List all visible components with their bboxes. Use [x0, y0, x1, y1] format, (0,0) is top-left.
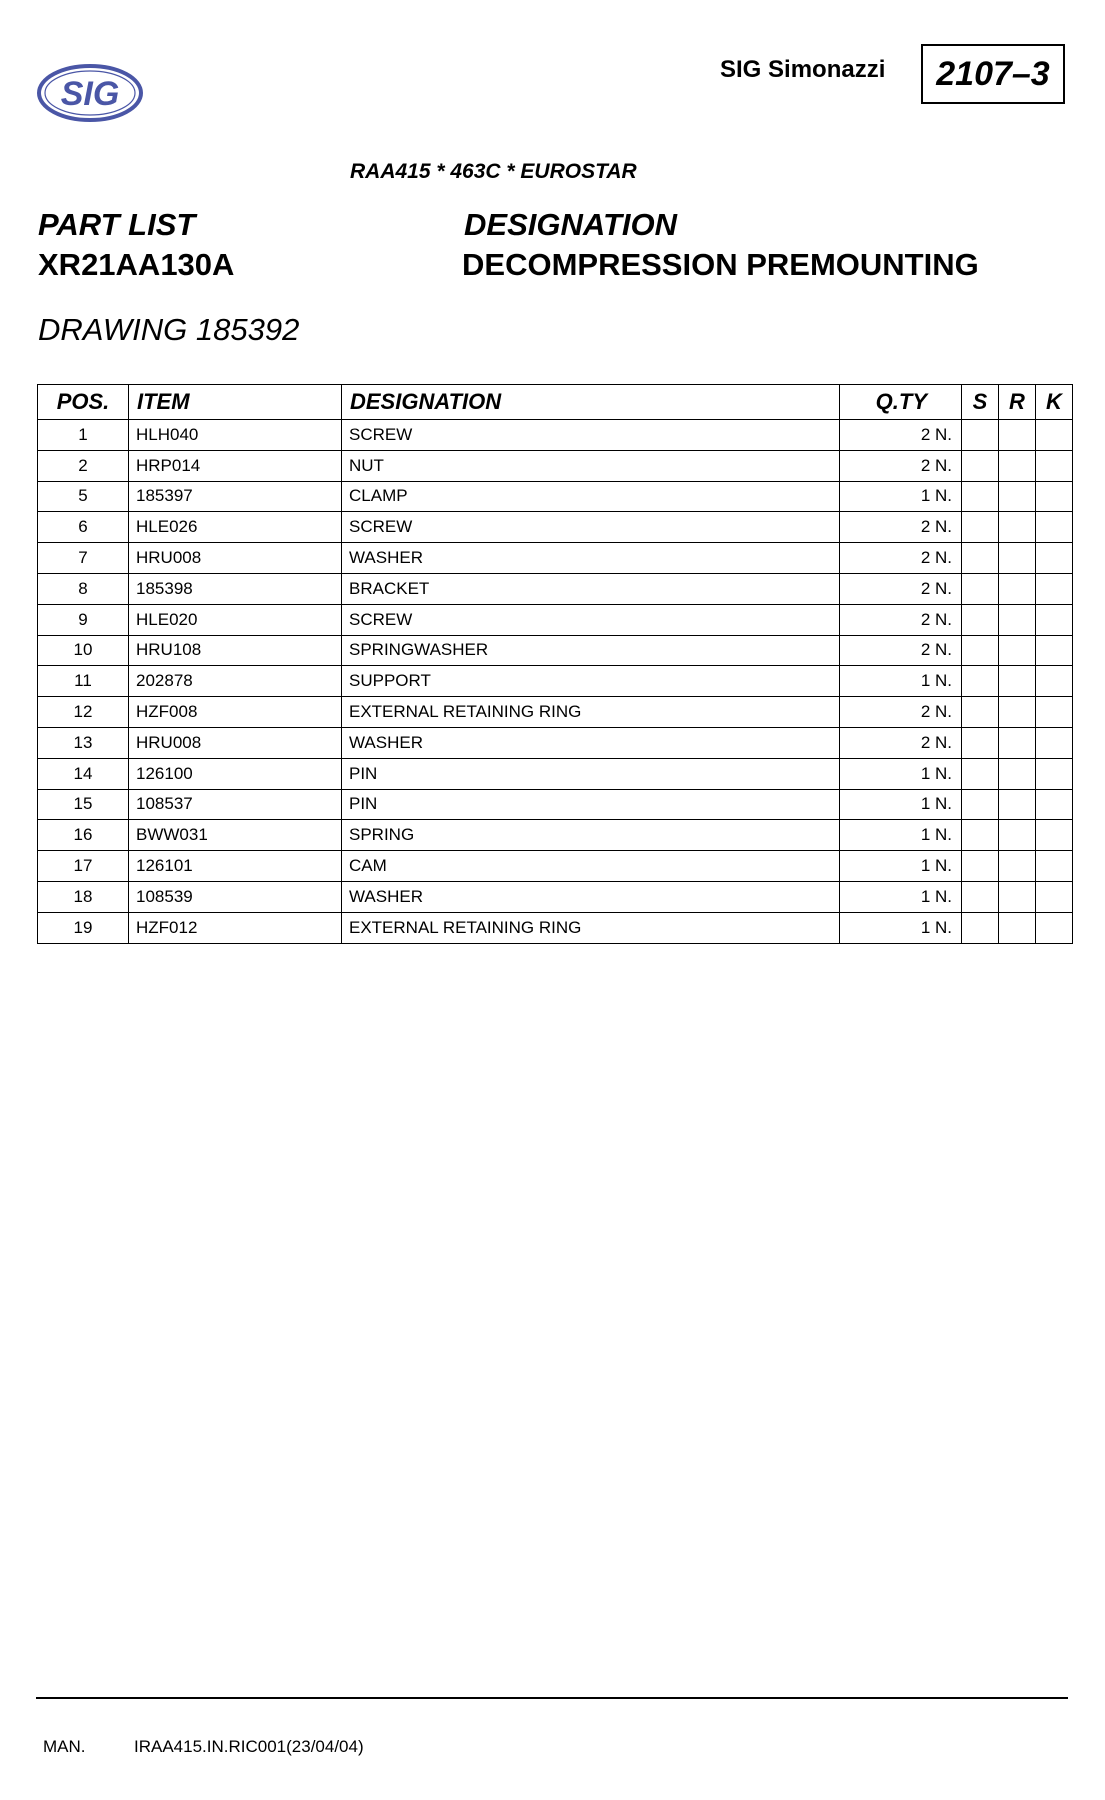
cell-s — [962, 789, 999, 820]
cell-s — [962, 820, 999, 851]
cell-k — [1036, 573, 1073, 604]
model-line: RAA415 * 463C * EUROSTAR — [350, 160, 637, 183]
cell-pos: 17 — [38, 851, 129, 882]
cell-k — [1036, 450, 1073, 481]
cell-s — [962, 666, 999, 697]
cell-s — [962, 420, 999, 451]
cell-item: HRU108 — [129, 635, 342, 666]
cell-qty: 1 N. — [840, 666, 962, 697]
cell-r — [999, 573, 1036, 604]
company-name: SIG Simonazzi — [720, 56, 886, 83]
cell-r — [999, 543, 1036, 574]
cell-s — [962, 635, 999, 666]
cell-designation: EXTERNAL RETAINING RING — [342, 912, 840, 943]
cell-designation: SPRINGWASHER — [342, 635, 840, 666]
page-code-box — [921, 44, 1065, 104]
cell-pos: 1 — [38, 420, 129, 451]
table-row — [38, 604, 1073, 635]
part-list-label: PART LIST — [38, 207, 196, 242]
table-row — [38, 420, 1073, 451]
header-r: R — [999, 385, 1036, 420]
header-pos: POS. — [38, 385, 129, 420]
table-row — [38, 635, 1073, 666]
cell-pos: 8 — [38, 573, 129, 604]
cell-pos: 10 — [38, 635, 129, 666]
parts-table — [37, 384, 1073, 944]
cell-qty: 1 N. — [840, 851, 962, 882]
footer-divider — [36, 1697, 1068, 1699]
header-qty: Q.TY — [840, 385, 962, 420]
table-row — [38, 851, 1073, 882]
cell-pos: 12 — [38, 697, 129, 728]
cell-s — [962, 450, 999, 481]
cell-s — [962, 912, 999, 943]
cell-qty: 2 N. — [840, 604, 962, 635]
cell-designation: EXTERNAL RETAINING RING — [342, 697, 840, 728]
cell-designation: SCREW — [342, 604, 840, 635]
cell-designation: WASHER — [342, 543, 840, 574]
cell-item: 185397 — [129, 481, 342, 512]
cell-r — [999, 820, 1036, 851]
cell-designation: NUT — [342, 450, 840, 481]
cell-k — [1036, 512, 1073, 543]
table-row — [38, 881, 1073, 912]
table-row — [38, 481, 1073, 512]
cell-designation: SUPPORT — [342, 666, 840, 697]
cell-r — [999, 666, 1036, 697]
designation-value: DECOMPRESSION PREMOUNTING — [462, 247, 979, 282]
cell-item: 185398 — [129, 573, 342, 604]
cell-item: BWW031 — [129, 820, 342, 851]
cell-s — [962, 697, 999, 728]
cell-item: HLE026 — [129, 512, 342, 543]
cell-qty: 1 N. — [840, 758, 962, 789]
cell-qty: 1 N. — [840, 481, 962, 512]
cell-pos: 6 — [38, 512, 129, 543]
cell-k — [1036, 635, 1073, 666]
cell-r — [999, 789, 1036, 820]
cell-r — [999, 727, 1036, 758]
cell-item: HZF012 — [129, 912, 342, 943]
cell-k — [1036, 820, 1073, 851]
cell-k — [1036, 420, 1073, 451]
cell-s — [962, 604, 999, 635]
cell-designation: SCREW — [342, 512, 840, 543]
cell-item: HRU008 — [129, 543, 342, 574]
table-row — [38, 912, 1073, 943]
cell-pos: 19 — [38, 912, 129, 943]
page-code: 2107–3 — [936, 54, 1050, 93]
cell-qty: 1 N. — [840, 820, 962, 851]
cell-pos: 15 — [38, 789, 129, 820]
table-row — [38, 820, 1073, 851]
cell-s — [962, 543, 999, 574]
cell-qty: 2 N. — [840, 543, 962, 574]
cell-qty: 2 N. — [840, 727, 962, 758]
cell-r — [999, 512, 1036, 543]
header-designation: DESIGNATION — [342, 385, 840, 420]
cell-k — [1036, 543, 1073, 574]
footer-man-label: MAN. — [43, 1737, 86, 1756]
cell-r — [999, 604, 1036, 635]
cell-k — [1036, 789, 1073, 820]
cell-item: HRU008 — [129, 727, 342, 758]
table-row — [38, 789, 1073, 820]
cell-r — [999, 758, 1036, 789]
cell-pos: 14 — [38, 758, 129, 789]
cell-r — [999, 481, 1036, 512]
table-header-row — [38, 385, 1073, 420]
cell-s — [962, 512, 999, 543]
cell-designation: BRACKET — [342, 573, 840, 604]
cell-qty: 1 N. — [840, 912, 962, 943]
cell-item: 108537 — [129, 789, 342, 820]
cell-designation: PIN — [342, 789, 840, 820]
cell-pos: 18 — [38, 881, 129, 912]
cell-item: HRP014 — [129, 450, 342, 481]
cell-pos: 9 — [38, 604, 129, 635]
cell-pos: 5 — [38, 481, 129, 512]
cell-pos: 2 — [38, 450, 129, 481]
cell-pos: 13 — [38, 727, 129, 758]
cell-r — [999, 420, 1036, 451]
cell-qty: 1 N. — [840, 881, 962, 912]
cell-k — [1036, 604, 1073, 635]
cell-k — [1036, 697, 1073, 728]
sig-logo — [36, 62, 144, 124]
cell-qty: 2 N. — [840, 512, 962, 543]
cell-r — [999, 912, 1036, 943]
cell-r — [999, 450, 1036, 481]
table-row — [38, 543, 1073, 574]
header-item: ITEM — [129, 385, 342, 420]
cell-item: HLE020 — [129, 604, 342, 635]
cell-pos: 7 — [38, 543, 129, 574]
header-s: S — [962, 385, 999, 420]
cell-k — [1036, 481, 1073, 512]
cell-designation: SCREW — [342, 420, 840, 451]
footer-reference: IRAA415.IN.RIC001(23/04/04) — [134, 1737, 364, 1756]
cell-item: 126101 — [129, 851, 342, 882]
table-row — [38, 758, 1073, 789]
cell-k — [1036, 912, 1073, 943]
cell-designation: SPRING — [342, 820, 840, 851]
cell-k — [1036, 727, 1073, 758]
cell-item: 202878 — [129, 666, 342, 697]
cell-item: 108539 — [129, 881, 342, 912]
cell-r — [999, 881, 1036, 912]
drawing-number: DRAWING 185392 — [38, 312, 300, 347]
table-row — [38, 697, 1073, 728]
cell-k — [1036, 666, 1073, 697]
table-row — [38, 573, 1073, 604]
designation-label: DESIGNATION — [464, 207, 677, 242]
table-row — [38, 666, 1073, 697]
cell-item: 126100 — [129, 758, 342, 789]
cell-designation: CAM — [342, 851, 840, 882]
cell-k — [1036, 881, 1073, 912]
cell-qty: 2 N. — [840, 450, 962, 481]
cell-s — [962, 851, 999, 882]
cell-s — [962, 758, 999, 789]
cell-designation: WASHER — [342, 881, 840, 912]
cell-k — [1036, 851, 1073, 882]
part-list-code: XR21AA130A — [38, 247, 235, 282]
cell-designation: PIN — [342, 758, 840, 789]
cell-k — [1036, 758, 1073, 789]
cell-pos: 16 — [38, 820, 129, 851]
cell-s — [962, 481, 999, 512]
header-k: K — [1036, 385, 1073, 420]
table-row — [38, 727, 1073, 758]
table-row — [38, 450, 1073, 481]
cell-r — [999, 697, 1036, 728]
cell-s — [962, 573, 999, 604]
cell-qty: 2 N. — [840, 635, 962, 666]
cell-s — [962, 881, 999, 912]
table-row — [38, 512, 1073, 543]
logo-text: SIG — [60, 75, 120, 113]
cell-item: HLH040 — [129, 420, 342, 451]
cell-r — [999, 635, 1036, 666]
cell-s — [962, 727, 999, 758]
cell-qty: 1 N. — [840, 789, 962, 820]
cell-r — [999, 851, 1036, 882]
cell-qty: 2 N. — [840, 420, 962, 451]
cell-pos: 11 — [38, 666, 129, 697]
cell-qty: 2 N. — [840, 697, 962, 728]
cell-qty: 2 N. — [840, 573, 962, 604]
cell-item: HZF008 — [129, 697, 342, 728]
cell-designation: CLAMP — [342, 481, 840, 512]
cell-designation: WASHER — [342, 727, 840, 758]
